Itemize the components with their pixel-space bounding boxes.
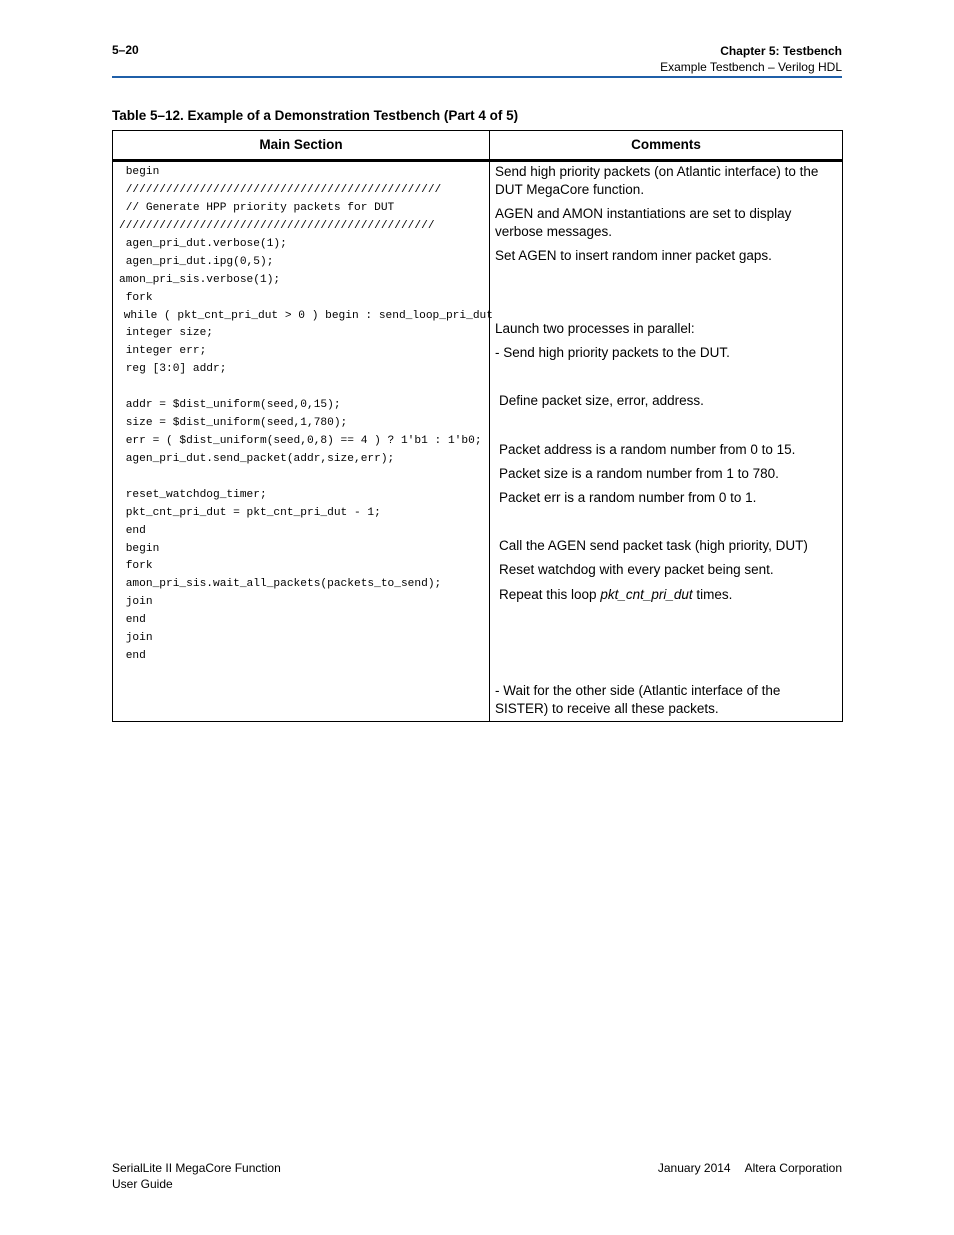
code-line: end (119, 525, 146, 537)
company-name: Altera Corporation (744, 1161, 842, 1175)
code-line: /////////////////////////////////////////////// (119, 220, 435, 232)
section-title: Example Testbench – Verilog HDL (660, 60, 842, 74)
comment-text-part: times. (692, 587, 733, 602)
comment-text: - Send high priority packets to the DUT. (495, 345, 730, 360)
comment-text: Call the AGEN send packet task (high priority, DUT) (499, 538, 808, 553)
running-header (660, 43, 842, 75)
comment-text: AGEN and AMON instantiations are set to display verbose messages. (495, 206, 792, 239)
column-header-main-section: Main Section (259, 137, 343, 152)
comment-text: Send high priority packets (on Atlantic interface) to the DUT MegaCore function. (495, 164, 819, 197)
code-line: begin (119, 543, 160, 555)
comment-text: Define packet size, error, address. (499, 393, 704, 408)
comment-text-part: Repeat this loop (499, 587, 601, 602)
code-line: agen_pri_dut.verbose(1); (119, 238, 287, 250)
code-line: reset_watchdog_timer; (119, 489, 267, 501)
chapter-title: Chapter 5: Testbench (720, 44, 842, 58)
comment-text (499, 586, 841, 604)
footer-product (112, 1160, 281, 1192)
footer-date-company (658, 1160, 842, 1176)
code-line: end (119, 650, 146, 662)
page-number: 5–20 (112, 43, 139, 57)
header-rule (112, 76, 842, 78)
table-header-row (113, 131, 842, 162)
code-line: err = ( $dist_uniform(seed,0,8) == 4 ) ? 1'b1 : 1'b0; (119, 435, 482, 447)
comment-text: Packet address is a random number from 0 to 15. (499, 442, 796, 457)
code-line: integer size; (119, 327, 213, 339)
code-line: amon_pri_sis.verbose(1); (119, 274, 281, 286)
code-line: end (119, 614, 146, 626)
code-line: begin (119, 166, 160, 178)
code-line: fork (119, 292, 153, 304)
code-line: // Generate HPP priority packets for DUT (119, 202, 395, 214)
comment-text: Launch two processes in parallel: (495, 321, 695, 336)
code-line: amon_pri_sis.wait_all_packets(packets_to_send); (119, 578, 442, 590)
comment-text: Reset watchdog with every packet being sent. (499, 562, 774, 577)
code-line: while ( pkt_cnt_pri_dut > 0 ) begin : send_loop_pri_dut (117, 310, 493, 322)
loop-variable-name: pkt_cnt_pri_dut (600, 587, 693, 602)
table-caption: Table 5–12. Example of a Demonstration Testbench (Part 4 of 5) (112, 108, 519, 123)
code-line: join (119, 632, 153, 644)
code-line: agen_pri_dut.send_packet(addr,size,err); (119, 453, 395, 465)
code-line: agen_pri_dut.ipg(0,5); (119, 256, 274, 268)
comment-text: Packet err is a random number from 0 to 1. (499, 490, 757, 505)
document-type: User Guide (112, 1177, 173, 1191)
comment-text: Packet size is a random number from 1 to 780. (499, 466, 779, 481)
code-line: reg [3:0] addr; (119, 363, 227, 375)
publication-date: January 2014 (657, 1161, 731, 1175)
code-line: size = $dist_uniform(seed,1,780); (119, 417, 348, 429)
column-divider (489, 131, 490, 721)
code-line: addr = $dist_uniform(seed,0,15); (119, 399, 341, 411)
product-name: SerialLite II MegaCore Function (112, 1161, 281, 1175)
column-header-comments: Comments (631, 137, 701, 152)
code-line: /////////////////////////////////////////////// (119, 184, 442, 196)
comment-text: Set AGEN to insert random inner packet gaps. (495, 248, 772, 263)
comment-text: - Wait for the other side (Atlantic interface of the SISTER) to receive all these packets. (495, 683, 781, 716)
code-line: pkt_cnt_pri_dut = pkt_cnt_pri_dut - 1; (119, 507, 381, 519)
code-line: fork (119, 560, 153, 572)
testbench-table (112, 130, 843, 722)
code-line: integer err; (119, 345, 207, 357)
code-line: join (119, 596, 153, 608)
